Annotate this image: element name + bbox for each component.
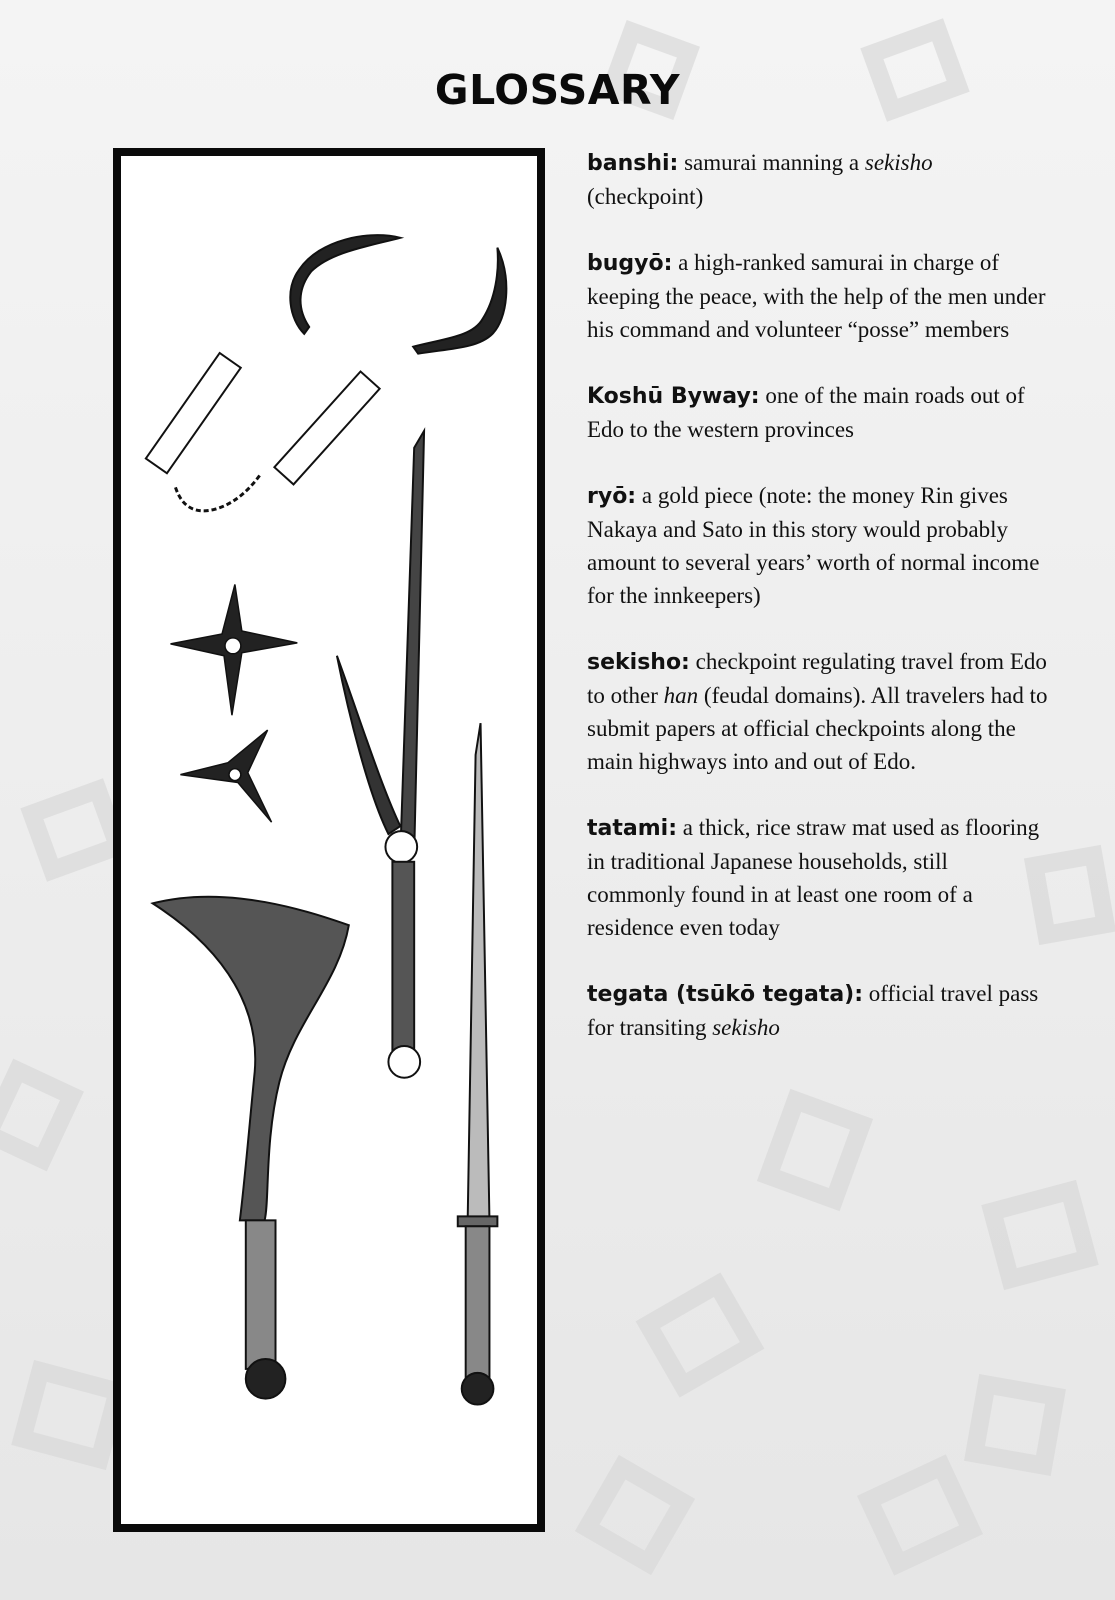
straight-sword-icon: [458, 723, 498, 1404]
glossary-definition: a gold piece (note: the money Rin gives Nakaya and Sato in this story would probably amount to several years’ worth of normal income for the innkeepers): [587, 483, 1040, 608]
glossary-definition: samurai manning a: [678, 150, 865, 175]
glossary-entry-koshu-byway: [587, 379, 1049, 446]
glossary-definition-italic: sekisho: [864, 150, 933, 175]
glossary-definition: a thick, rice straw mat used as flooring in traditional Japanese households, still commonly found in at least one room of a residence even today: [587, 815, 1040, 940]
glossary-definition: checkpoint regulating travel from Edo to other: [587, 649, 1047, 708]
glossary-term: tegata (tsūkō tegata):: [587, 982, 864, 1007]
glossary-definition: one of the main roads out of Edo to the western provinces: [587, 383, 1025, 442]
glossary-term: bugyō:: [587, 251, 673, 276]
shuriken-icon: [171, 584, 298, 822]
glossary-definition-italic: han: [663, 683, 699, 708]
glossary-entry-sekisho: [587, 645, 1049, 778]
glossary-entry-tegata: [587, 977, 1049, 1044]
glossary-term: tatami:: [587, 816, 677, 841]
glossary-definition: (checkpoint): [587, 184, 704, 209]
glossary-definition: official travel pass for transiting: [587, 981, 1039, 1040]
glossary-definition: a high-ranked samurai in charge of keeping the peace, with the help of the men under his command and volunteer “posse” members: [587, 250, 1046, 342]
glossary-definition-italic: sekisho: [712, 1015, 780, 1040]
glossary-entry-ryo: [587, 479, 1049, 612]
glossary-term: ryō:: [587, 484, 637, 509]
sai-trident-icon: [337, 431, 424, 1078]
weapons-illustration: [120, 155, 538, 1525]
glossary-term: banshi:: [587, 151, 679, 176]
glossary-entry-bugyo: [587, 246, 1049, 346]
glossary-term: sekisho:: [587, 650, 690, 675]
glossary-term: Koshū Byway:: [587, 384, 760, 409]
sickle-blade-icon: [153, 897, 349, 1399]
kusarigama-chain-sickle-icon: [146, 235, 507, 511]
glossary-entry-tatami: [587, 811, 1049, 944]
glossary-list: [587, 146, 1049, 1077]
glossary-entry-banshi: [587, 146, 1049, 213]
glossary-definition: (feudal domains). All travelers had to submit papers at official checkpoints along the main highways into and out of Edo.: [587, 683, 1048, 774]
weapons-illustration-frame: [113, 148, 545, 1532]
page-title: GLOSSARY: [434, 66, 681, 114]
